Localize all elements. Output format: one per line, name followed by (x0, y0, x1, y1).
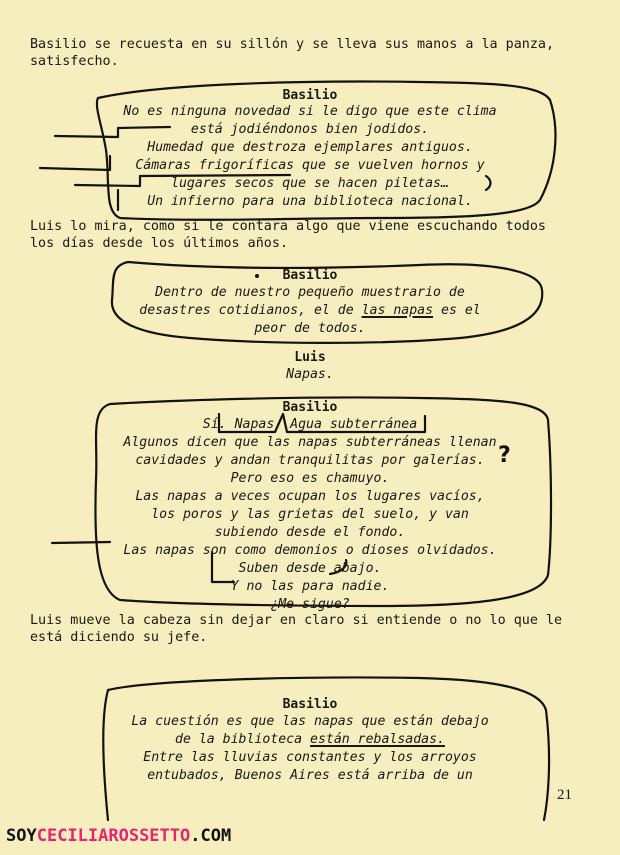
dialogue-line (0, 302, 620, 320)
dialogue-line: lugares secos que se hacen piletas… (171, 176, 449, 191)
dialogue-text: desastres cotidianos, el de (139, 303, 362, 318)
underlined-text: están rebalsadas. (310, 732, 445, 747)
speaker-name: Basilio (282, 697, 338, 712)
dialogue-line: Entre las lluvias constantes y los arroyos (143, 750, 477, 765)
dialogue-block-3 (0, 366, 620, 384)
dialogue-line: Napas. (286, 367, 334, 382)
speaker-name: Luis (294, 350, 326, 365)
dialogue-text: Napas. (234, 417, 283, 432)
dialogue-text: de la biblioteca (175, 732, 310, 747)
watermark-part: .COM (190, 826, 232, 846)
dialogue-line: No es ninguna novedad si le digo que este clima (123, 104, 497, 119)
dialogue-line: ¿Me sigue? (270, 597, 350, 612)
dialogue-line: los poros y las grietas del suelo, y van (151, 507, 469, 522)
dialogue-line: Un infierno para una biblioteca nacional. (147, 194, 473, 209)
handwritten-question-mark: ? (498, 443, 511, 468)
dialogue-block-1 (0, 103, 620, 211)
dialogue-line: Las napas a veces ocupan los lugares vacíos, (135, 489, 485, 504)
dialogue-line: Y no las para nadie. (230, 579, 390, 594)
speaker-name: Basilio (282, 268, 338, 283)
dialogue-text: Agua subterránea (290, 417, 418, 432)
page-number: 21 (557, 787, 572, 803)
action-line-2: Luis lo mira, como si le contara algo que viene escuchando todos los días desde los últimos años. (30, 219, 546, 251)
watermark-part: SOY (6, 826, 37, 846)
dialogue-line: Algunos dicen que las napas subterráneas llenan (123, 435, 497, 450)
dialogue-line: Las napas son como demonios o dioses olvidados. (123, 543, 497, 558)
dialogue-block-2 (0, 284, 620, 338)
dialogue-line: Humedad que destroza ejemplares antiguos. (147, 140, 473, 155)
dialogue-text (282, 417, 290, 432)
dialogue-line (0, 731, 620, 749)
watermark-part: CECILIAROSSETTO (36, 826, 191, 846)
dialogue-line: Suben desde abajo. (238, 561, 382, 576)
dialogue-block-5 (0, 713, 620, 785)
underlined-text: las napas (361, 303, 434, 318)
dialogue-text: es el (433, 303, 481, 318)
dialogue-text: Sí. (202, 417, 235, 432)
speaker-name: Basilio (282, 88, 338, 103)
dialogue-line: subiendo desde el fondo. (214, 525, 406, 540)
dialogue-line: cavidades y andan tranquilitas por galerías. (135, 453, 485, 468)
dialogue-line: Pero eso es chamuyo. (230, 471, 390, 486)
dialogue-line (0, 416, 620, 434)
dialogue-line: entubados, Buenos Aires está arriba de un (147, 768, 473, 783)
speaker-name: Basilio (282, 400, 338, 415)
action-line-3: Luis mueve la cabeza sin dejar en claro si entiende o no lo que le está diciendo su jefe. (30, 613, 563, 645)
dialogue-line: Cámaras frigoríficas que se vuelven hornos y (135, 158, 485, 173)
site-watermark[interactable] (6, 826, 231, 846)
dialogue-line: está jodiéndonos bien jodidos. (190, 122, 430, 137)
dialogue-block-4 (0, 416, 620, 614)
dialogue-line: peor de todos. (254, 321, 366, 336)
action-line-1: Basilio se recuesta en su sillón y se lleva sus manos a la panza, satisfecho. (30, 37, 555, 69)
dialogue-line: La cuestión es que las napas que están debajo (131, 714, 489, 729)
dialogue-line: Dentro de nuestro pequeño muestrario de (155, 285, 465, 300)
